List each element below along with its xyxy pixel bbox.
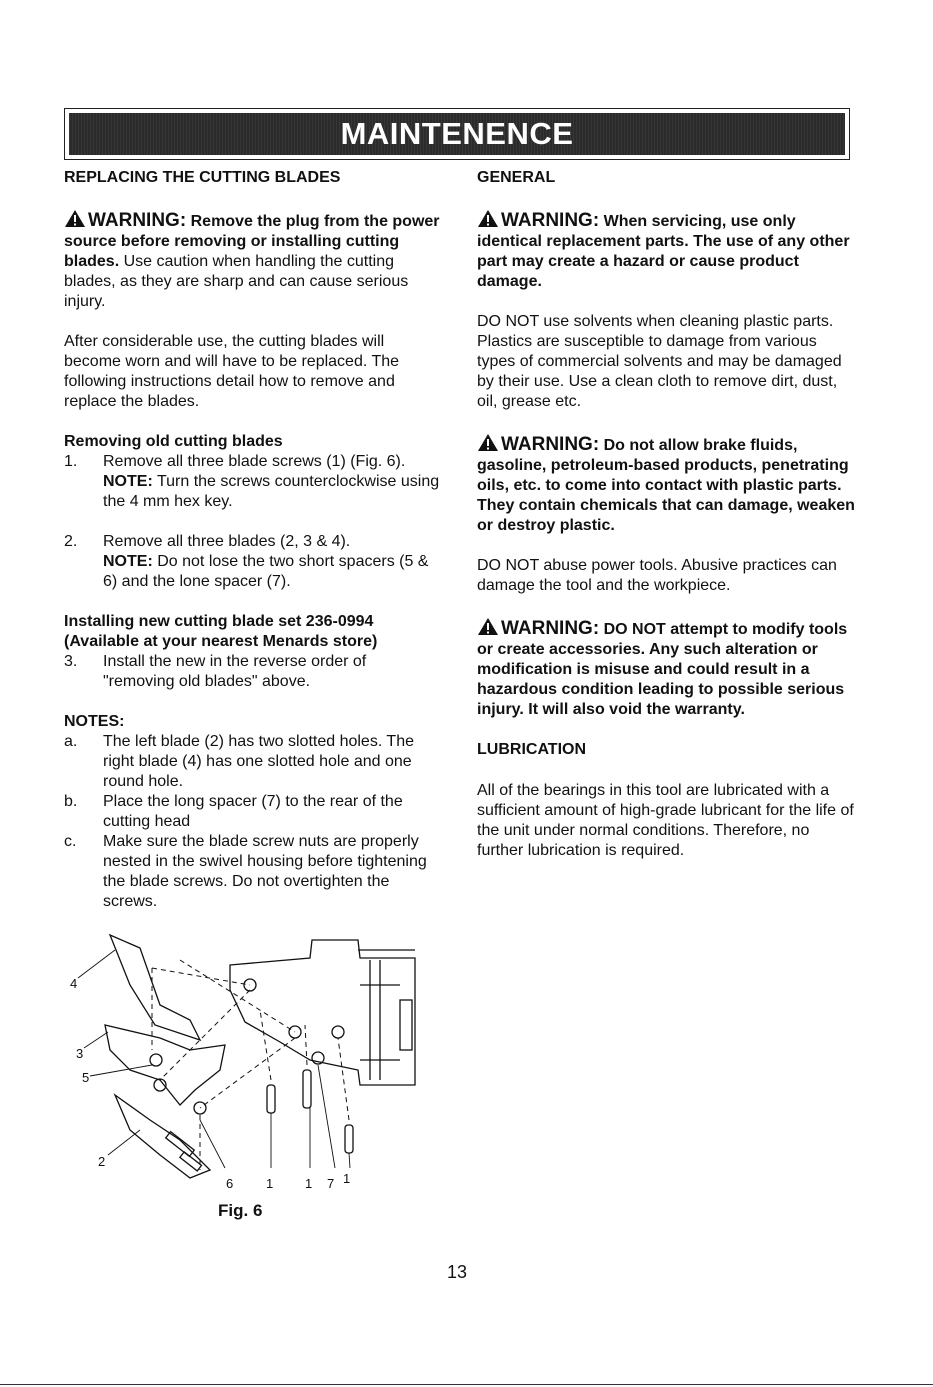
warning-replacement-parts — [477, 209, 857, 292]
installing-heading-line2: (Available at your nearest Menards store) — [64, 633, 378, 650]
installing-heading — [64, 612, 440, 652]
banner-bar — [69, 113, 845, 155]
abuse-paragraph: DO NOT abuse power tools. Abusive practices can damage the tool and the workpiece. — [477, 557, 837, 594]
callout-label: 1 — [343, 1171, 351, 1186]
warning-label: WARNING: — [501, 434, 600, 455]
warning-normal-text: Use caution when handling the cutting blades, as they are sharp and can cause serious injury. — [64, 253, 409, 310]
notes-heading: NOTES: — [64, 713, 125, 730]
note-text: Turn the screws counterclockwise using the 4 mm hex key. — [103, 473, 440, 510]
maintenance-banner — [64, 108, 850, 160]
lubrication-heading: LUBRICATION — [477, 741, 587, 758]
left-column — [64, 168, 440, 912]
callout-label: 2 — [98, 1154, 106, 1169]
warning-label: WARNING: — [501, 618, 600, 639]
step-number: 1. — [64, 453, 78, 470]
bottom-divider — [0, 1384, 933, 1385]
warning-triangle-icon — [477, 433, 499, 452]
warning-modify-tools — [477, 617, 857, 720]
callout-label: 4 — [70, 976, 78, 991]
list-item — [64, 532, 440, 592]
intro-paragraph: After considerable use, the cutting blades will become worn and will have to be replaced. The following instructions detail how to remove and replace the blades. — [64, 333, 400, 410]
note-item-text: The left blade (2) has two slotted holes. The right blade (4) has one slotted hole and one round hole. — [103, 733, 414, 790]
callout-label: 3 — [76, 1046, 84, 1061]
callout-label: 1 — [305, 1176, 313, 1191]
note-letter: c. — [64, 833, 77, 850]
warning-label: WARNING: — [501, 210, 600, 231]
figure-caption: Fig. 6 — [218, 1201, 263, 1220]
step-text: Remove all three blade screws (1) (Fig. 6). — [103, 453, 406, 470]
list-item — [64, 832, 440, 912]
solvents-paragraph: DO NOT use solvents when cleaning plastic parts. Plastics are susceptible to damage from various types of commercial solvents and may be damaged by their use. Use a clean cloth to remove dirt, dust, oil, grease etc. — [477, 313, 842, 410]
lubrication-paragraph: All of the bearings in this tool are lubricated with a sufficient amount of high-grade lubricant for the life of the unit under normal conditions. Therefore, no further lubrication is required. — [477, 782, 854, 859]
warning-bold-text: DO NOT attempt to modify tools or create accessories. Any such alteration or modification is misuse and could result in a hazardous condition leading to possible serious injury. It will also void the warranty. — [477, 621, 848, 718]
note-item-text: Place the long spacer (7) to the rear of the cutting head — [103, 793, 403, 830]
warning-bold-text: When servicing, use only identical replacement parts. The use of any other part may create a hazard or cause product damage. — [477, 213, 850, 290]
warning-unplug — [64, 209, 440, 312]
page-number: 13 — [447, 1262, 468, 1282]
warning-bold-text: Remove the plug from the power source before removing or installing cutting blades. — [64, 213, 440, 270]
note-label: NOTE: — [103, 553, 153, 570]
blade-2 — [115, 1095, 210, 1178]
warning-triangle-icon — [64, 209, 86, 228]
right-column — [477, 168, 857, 861]
step-text: Install the new in the reverse order of "removing old blades" above. — [103, 653, 367, 690]
warning-label: WARNING: — [88, 210, 187, 231]
general-heading: GENERAL — [477, 169, 556, 186]
note-text: Do not lose the two short spacers (5 & 6) and the lone spacer (7). — [103, 553, 429, 590]
list-item — [64, 652, 440, 692]
warning-triangle-icon — [477, 209, 499, 228]
replacing-blades-heading: REPLACING THE CUTTING BLADES — [64, 169, 341, 186]
step-number: 2. — [64, 533, 78, 550]
callout-label: 7 — [327, 1176, 335, 1191]
blade-assembly-diagram — [60, 930, 440, 1200]
step-text: Remove all three blades (2, 3 & 4). — [103, 533, 351, 550]
blade-4 — [110, 935, 200, 1040]
note-label: NOTE: — [103, 473, 153, 490]
warning-brake-fluids — [477, 433, 857, 536]
warning-triangle-icon — [477, 617, 499, 636]
page-title: MAINTENENCE — [340, 116, 574, 151]
blade-3 — [105, 1025, 225, 1105]
note-letter: b. — [64, 793, 78, 810]
note-letter: a. — [64, 733, 78, 750]
callout-label: 6 — [226, 1176, 234, 1191]
list-item — [64, 452, 440, 512]
callout-label: 5 — [82, 1070, 90, 1085]
step-number: 3. — [64, 653, 78, 670]
installing-heading-line1: Installing new cutting blade set 236-0994 — [64, 613, 374, 630]
list-item — [64, 732, 440, 792]
note-item-text: Make sure the blade screw nuts are properly nested in the swivel housing before tightening the blade screws. Do not overtighten the screws. — [103, 833, 427, 910]
callout-label: 1 — [266, 1176, 274, 1191]
list-item — [64, 792, 440, 832]
warning-bold-text: Do not allow brake fluids, gasoline, petroleum-based products, penetrating oils, etc. to come into contact with plastic parts. They contain chemicals that can damage, weaken or destroy plastic. — [477, 437, 855, 534]
removing-heading: Removing old cutting blades — [64, 433, 283, 450]
tool-body — [230, 940, 415, 1085]
